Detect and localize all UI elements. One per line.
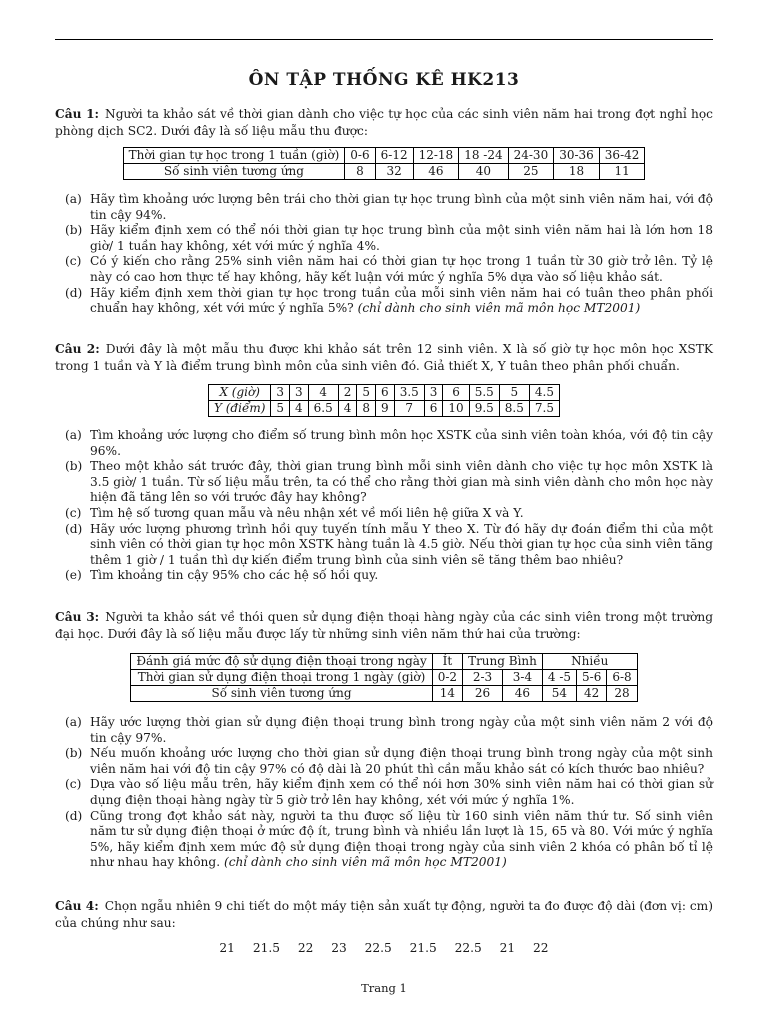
table-cell: 3.5 — [394, 385, 424, 401]
question-3-text: Người ta khảo sát về thói quen sử dụng điện thoại hàng ngày của các sinh viên trong một trường đại học. Dưới đây là số liệu mẫu được lấy từ những sinh viên năm thứ hai của trường: — [55, 610, 713, 641]
header-rule — [55, 39, 713, 40]
measurement-value: 23 — [331, 941, 347, 955]
table-cell: 4 — [290, 401, 309, 417]
measurement-value: 22.5 — [364, 941, 392, 955]
table-cell: 7 — [394, 401, 424, 417]
table-cell: Nhiều — [542, 654, 637, 670]
list-item: (a) Tìm khoảng ước lượng cho điểm số trung bình môn học XSTK của sinh viên toàn khóa, với độ tin cậy 96%. — [65, 428, 713, 458]
table-cell: 32 — [375, 164, 413, 180]
table-row — [209, 385, 560, 401]
table-row — [123, 164, 645, 180]
question-3 — [55, 609, 713, 643]
table-cell: 6 — [376, 385, 395, 401]
measurement-value: 22.5 — [454, 941, 482, 955]
table-cell: 24-30 — [508, 148, 554, 164]
page-number: Trang 1 — [361, 981, 407, 995]
list-item: (d) Hãy kiểm định xem thời gian tự học trong tuần của mỗi sinh viên năm hai có tuân theo phân phối chuẩn hay không, xét với mức ý nghĩa 5%? (chỉ dành cho sinh viên mã môn học MT2001) — [65, 285, 713, 316]
measurement-value: 21.5 — [252, 941, 280, 955]
question-3-table-wrap — [55, 653, 713, 702]
question-2-table-wrap — [55, 384, 713, 417]
table-row-header: Đánh giá mức độ sử dụng điện thoại trong ngày — [131, 654, 432, 670]
table-cell: 9 — [376, 401, 395, 417]
table-row — [123, 148, 645, 164]
table-cell: 46 — [413, 164, 459, 180]
question-3-intro — [55, 609, 713, 643]
table-cell: 6 — [443, 385, 469, 401]
question-1-table-wrap — [55, 147, 713, 180]
question-4-label: Câu 4: — [55, 899, 99, 913]
table-cell: 6.5 — [308, 401, 338, 417]
list-item: (b) Nếu muốn khoảng ước lượng cho thời gian sử dụng điện thoại trung bình trong ngày của một sinh viên năm hai với độ tin cậy 97% có độ dài là 20 phút thì cần mẫu khảo sát có kích thước bao nhiêu? — [65, 746, 713, 776]
table-row-header: Y (điểm) — [209, 401, 271, 417]
table-cell: 5 — [499, 385, 529, 401]
table-cell: 5.5 — [469, 385, 499, 401]
question-1-table — [123, 147, 646, 180]
page-title: ÔN TẬP THỐNG KÊ HK213 — [248, 70, 520, 90]
measurement-value: 21 — [499, 941, 516, 955]
table-row — [131, 670, 637, 686]
course-note: (chỉ dành cho sinh viên mã môn học MT2001) — [223, 855, 507, 870]
table-cell: 3 — [290, 385, 309, 401]
table-row — [131, 686, 637, 702]
list-item: (a) Hãy tìm khoảng ước lượng bên trái cho thời gian tự học trung bình của một sinh viên năm hai, với độ tin cậy 94%. — [65, 192, 713, 222]
table-cell: 30-36 — [554, 148, 600, 164]
table-cell: 42 — [577, 686, 607, 702]
course-note: (chỉ dành cho sinh viên mã môn học MT2001) — [357, 301, 641, 316]
question-2-label: Câu 2: — [55, 342, 100, 356]
table-cell: 2-3 — [463, 670, 503, 686]
list-item: (e) Tìm khoảng tin cậy 95% cho các hệ số hồi quy. — [65, 568, 379, 583]
question-1-label: Câu 1: — [55, 107, 100, 121]
question-1-intro — [55, 106, 713, 140]
table-cell: 4 -5 — [542, 670, 576, 686]
table-row-header: Số sinh viên tương ứng — [123, 164, 345, 180]
table-cell: Ít — [432, 654, 462, 670]
table-cell: 25 — [508, 164, 554, 180]
table-row — [131, 654, 637, 670]
table-cell: 5-6 — [577, 670, 607, 686]
table-row-header: Số sinh viên tương ứng — [131, 686, 432, 702]
table-cell: 4 — [308, 385, 338, 401]
measurement-value: 22 — [297, 941, 314, 955]
table-cell: 8.5 — [499, 401, 529, 417]
document-page — [55, 0, 713, 1024]
table-cell: 7.5 — [529, 401, 559, 417]
table-cell: 6-8 — [607, 670, 637, 686]
list-item: (b) Theo một khảo sát trước đây, thời gian trung bình mỗi sinh viên dành cho việc tự học môn XSTK là 3.5 giờ/ 1 tuần. Từ số liệu mẫu trên, ta có thể cho rằng thời gian mà sinh viên dành cho môn học này hiện đã tăng lên so với trước đây hay không? — [65, 459, 713, 505]
table-cell: 3-4 — [502, 670, 542, 686]
table-cell: 14 — [432, 686, 462, 702]
question-4-intro — [55, 898, 713, 932]
list-item: (d) Hãy ước lượng phương trình hồi quy tuyến tính mẫu Y theo X. Từ đó hãy dự đoán điểm thi của một sinh viên có thời gian tự học môn XSTK hàng tuần là 4.5 giờ. Nếu thời gian tự học của sinh viên tăng thêm 1 giờ / 1 tuần thì dự kiến điểm trung bình của sinh viên sẽ tăng thêm bao nhiêu? — [65, 521, 713, 567]
table-cell: Trung Bình — [463, 654, 543, 670]
question-3-table — [130, 653, 637, 702]
table-row-header: X (giờ) — [209, 385, 271, 401]
question-4-values — [55, 941, 713, 955]
question-2-items — [55, 428, 713, 584]
question-1-items — [55, 192, 713, 317]
table-cell: 12-18 — [413, 148, 459, 164]
list-item: (b) Hãy kiểm định xem có thể nói thời gian tự học trung bình của một sinh viên năm hai là lớn hơn 18 giờ/ 1 tuần hay không, xét với mức ý nghĩa 4%. — [65, 223, 713, 253]
question-2-table — [208, 384, 560, 417]
table-cell: 3 — [271, 385, 290, 401]
table-cell: 4.5 — [529, 385, 559, 401]
measurement-value: 21.5 — [409, 941, 437, 955]
table-row-header: Thời gian sử dụng điện thoại trong 1 ngày (giờ) — [131, 670, 432, 686]
table-cell: 5 — [271, 401, 290, 417]
table-cell: 5 — [357, 385, 376, 401]
list-item: (d) Cũng trong đợt khảo sát này, người ta thu được số liệu từ 160 sinh viên năm thứ tư. Số sinh viên năm tư sử dụng điện thoại ở mức độ ít, trung bình và nhiều lần lượt là 15, 65 và 80. Với mức ý nghĩa 5%, hãy kiểm định xem mức độ sử dụng điện thoại trong ngày của sinh viên 2 khóa có phân bố tỉ lệ như nhau hay không. (chỉ dành cho sinh viên mã môn học MT2001) — [65, 808, 713, 870]
table-cell: 0-6 — [345, 148, 375, 164]
question-4-text: Chọn ngẫu nhiên 9 chi tiết do một máy tiện sản xuất tự động, người ta đo được độ dài (đơn vị: cm) của chúng như sau: — [55, 899, 713, 930]
table-cell: 10 — [443, 401, 469, 417]
table-cell: 26 — [463, 686, 503, 702]
table-cell: 6-12 — [375, 148, 413, 164]
table-cell: 6 — [424, 401, 443, 417]
question-2 — [55, 341, 713, 375]
table-cell: 8 — [345, 164, 375, 180]
question-3-items — [55, 715, 713, 871]
question-4 — [55, 898, 713, 932]
table-cell: 46 — [502, 686, 542, 702]
table-cell: 54 — [542, 686, 576, 702]
question-1-text: Người ta khảo sát về thời gian dành cho việc tự học của các sinh viên năm hai trong đợt nghỉ học phòng dịch SC2. Dưới đây là số liệu mẫu thu được: — [55, 107, 713, 138]
question-2-intro — [55, 341, 713, 375]
table-cell: 18 — [554, 164, 600, 180]
measurement-value: 21 — [219, 941, 235, 955]
table-cell: 9.5 — [469, 401, 499, 417]
table-row-header: Thời gian tự học trong 1 tuần (giờ) — [123, 148, 345, 164]
table-row — [209, 401, 560, 417]
measurement-value: 22 — [533, 941, 549, 955]
list-item: (c) Dựa vào số liệu mẫu trên, hãy kiểm định xem có thể nói hơn 30% sinh viên năm hai có thời gian sử dụng điện thoại hàng ngày từ 5 giờ trở lên hay không, xét với mức ý nghĩa 1%. — [65, 777, 713, 807]
list-item: (a) Hãy ước lượng thời gian sử dụng điện thoại trung bình trong ngày của một sinh viên năm 2 với độ tin cậy 97%. — [65, 715, 713, 745]
question-3-label: Câu 3: — [55, 610, 100, 624]
table-cell: 36-42 — [599, 148, 645, 164]
table-cell: 3 — [424, 385, 443, 401]
table-cell: 4 — [338, 401, 357, 417]
table-cell: 8 — [357, 401, 376, 417]
table-cell: 28 — [607, 686, 637, 702]
table-cell: 40 — [459, 164, 508, 180]
table-cell: 2 — [338, 385, 357, 401]
table-cell: 18 -24 — [459, 148, 508, 164]
question-2-text: Dưới đây là một mẫu thu được khi khảo sát trên 12 sinh viên. X là số giờ tự học môn học XSTK trong 1 tuần và Y là điểm trung bình môn của sinh viên đó. Giả thiết X, Y tuân theo phân phối chuẩn. — [55, 342, 713, 373]
table-cell: 11 — [599, 164, 645, 180]
list-item: (c) Tìm hệ số tương quan mẫu và nêu nhận xét về mối liên hệ giữa X và Y. — [65, 505, 524, 520]
table-cell: 0-2 — [432, 670, 462, 686]
list-item: (c) Có ý kiến cho rằng 25% sinh viên năm hai có thời gian tự học trong 1 tuần từ 30 giờ trở lên. Tỷ lệ này có cao hơn thực tế hay không, hãy kết luận với mức ý nghĩa 5% dựa vào số liệu khảo sát. — [65, 254, 713, 284]
question-1 — [55, 106, 713, 140]
